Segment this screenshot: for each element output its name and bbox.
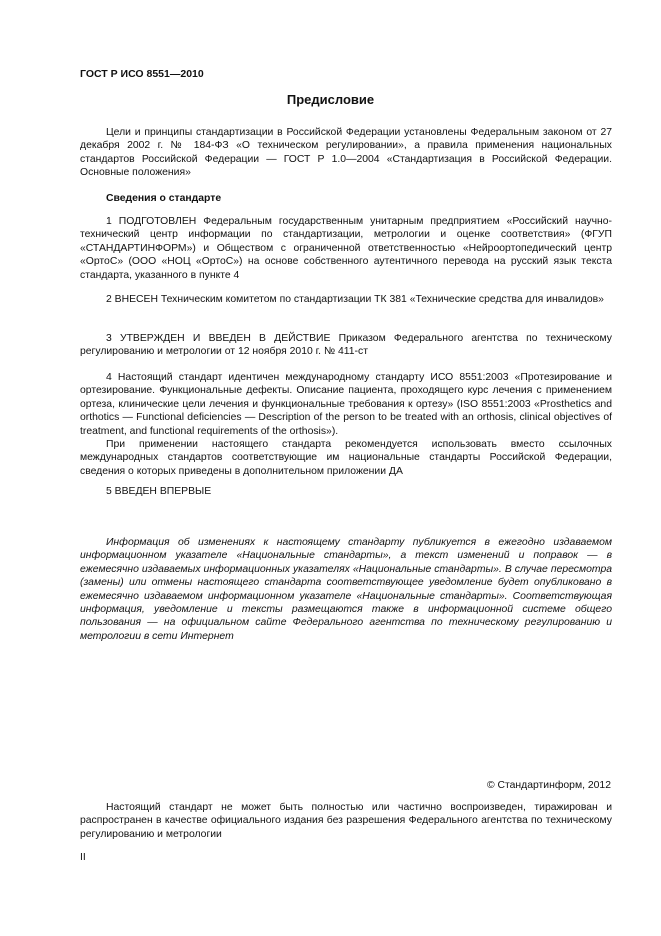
section-subheading: Сведения о стандарте xyxy=(106,193,222,204)
reproduction-text: Настоящий стандарт не может быть полностью или частично воспроизведен, тиражирован и распространен в качестве официального издания без разрешения Федерального агентства по техническому регулированию и метрологии xyxy=(80,802,612,840)
notice-text: Информация об изменениях к настоящему стандарту публикуется в ежегодно издаваемом информационном указателе «Национальные стандарты», а текст изменений и поправок — в ежемесячно издаваемых информационных указателях «Национальные стандарты». В случае пересмотра (замены) или отмены настоящего стандарта соответствующее уведомление будет опубликовано в ежемесячно издаваемом информационном указателе «Национальные стандарты». Соответствующая информация, уведомление и тексты размещаются также в информационной системе общего пользования — на официальном сайте Федерального агентства по техническому регулированию и метрологии в сети Интернет xyxy=(80,537,612,642)
item-2-text: 2 ВНЕСЕН Техническим комитетом по стандартизации ТК 381 «Технические средства для инвалидов» xyxy=(106,294,604,305)
page-number: II xyxy=(80,852,86,863)
item-3-text: 3 УТВЕРЖДЕН И ВВЕДЕН В ДЕЙСТВИЕ Приказом Федерального агентства по техническому регулированию и метрологии от 12 ноября 2010 г. № 411-ст xyxy=(80,333,612,358)
item-3 xyxy=(80,332,612,359)
item-4-note-text: При применении настоящего стандарта рекомендуется использовать вместо ссылочных международных стандартов соответствующие им национальные стандарты Российской Федерации, сведения о которых приведены в дополнительном приложении ДА xyxy=(80,439,612,477)
page-title: Предисловие xyxy=(286,92,375,107)
item-1-text: 1 ПОДГОТОВЛЕН Федеральным государственным унитарным предприятием «Российский научно-технический центр информации по стандартизации, метрологии и оценке соответствия» (ФГУП «СТАНДАРТИНФОРМ») и Обществом с ограниченной ответственностью «Нейроортопедический центр «ОртоС» (ООО «НОЦ «ОртоС») на основе собственного аутентичного перевода на русский язык текста стандарта, указанного в пункте 4 xyxy=(80,216,612,281)
item-1 xyxy=(80,215,612,282)
intro-text: Цели и принципы стандартизации в Российской Федерации установлены Федеральным законом от 27 декабря 2002 г. № 184-ФЗ «О техническом регулировании», а правила применения национальных стандартов Российской Федерации — ГОСТ Р 1.0—2004 «Стандартизация в Российской Федерации. Основные положения» xyxy=(80,127,612,179)
intro-paragraph xyxy=(80,126,612,180)
reproduction-notice xyxy=(80,801,612,841)
item-5 xyxy=(80,485,612,498)
item-4-text: 4 Настоящий стандарт идентичен международному стандарту ИСО 8551:2003 «Протезирование и ортезирование. Функциональные дефекты. Описание пациента, проходящего курс лечения с применением ортеза, клинические цели лечения и функциональные требования к ортезу» (ISO 8551:2003 «Prosthetics and orthotics — Functional deficiencies — Description of the person to be treated with an orthosis, clinical objectives of treatment, and functional requirements of the orthosis»). xyxy=(80,372,612,437)
item-2 xyxy=(80,293,612,306)
item-5-text: 5 ВВЕДЕН ВПЕРВЫЕ xyxy=(106,486,212,497)
notice-block xyxy=(80,536,612,643)
copyright-line: © Стандартинформ, 2012 xyxy=(486,780,611,791)
document-header: ГОСТ Р ИСО 8551—2010 xyxy=(80,68,204,80)
item-4 xyxy=(80,371,612,478)
